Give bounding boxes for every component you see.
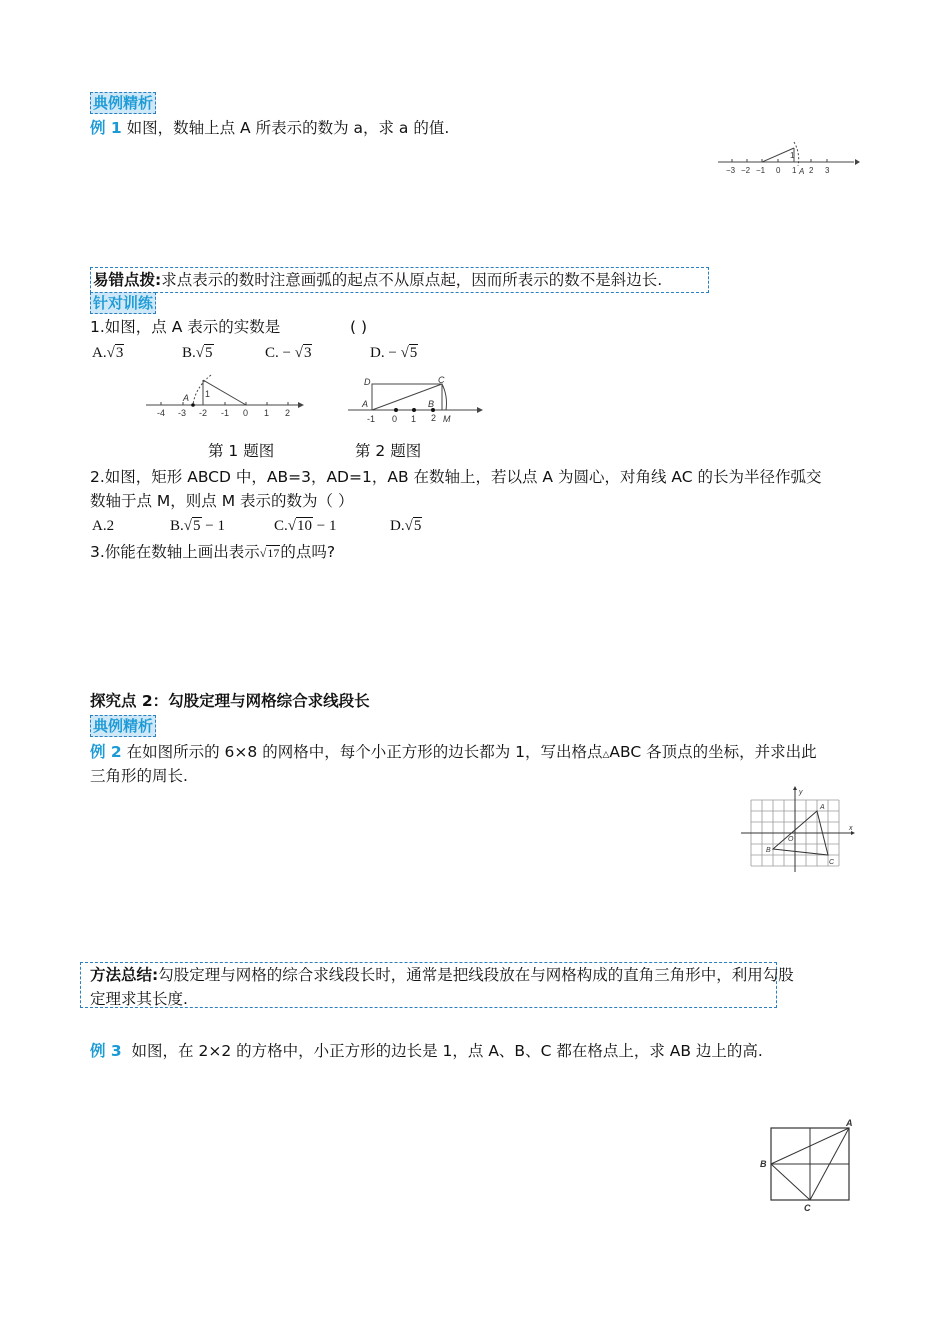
example-text: 如图，在 2×2 的方格中，小正方形的边长是 1，点 A、B、C 都在格点上，求 AB 边上的高. — [131, 1042, 763, 1060]
vertex-label-a: A — [362, 399, 369, 409]
option-prefix: A. — [92, 345, 107, 361]
radicand: 5 — [409, 345, 418, 361]
radicand: 10 — [297, 518, 312, 534]
option-suffix: − 1 — [201, 518, 225, 534]
q1-option-c — [265, 342, 312, 364]
point-label-a: A — [799, 167, 805, 176]
vertex-label-a: A — [846, 1118, 853, 1128]
question-2-line-2: 数轴于点 M，则点 M 表示的数为（ ） — [90, 492, 354, 510]
method-summary-line-2: 定理求其长度. — [90, 990, 188, 1008]
figure-example3-grid — [758, 1116, 858, 1214]
vertex-label-b: B — [760, 1159, 767, 1169]
tag-label: 针对训练 — [90, 292, 156, 314]
vertex-label-c: C — [804, 1203, 811, 1213]
question-1 — [90, 316, 280, 338]
question-3 — [90, 541, 335, 564]
tick-label: 0 — [776, 166, 781, 175]
q1-option-b — [182, 342, 214, 364]
tick-label: −2 — [741, 166, 751, 175]
q2-option-c — [274, 515, 336, 537]
tag-label: 典例精析 — [90, 715, 156, 737]
vertex-label-b: B — [766, 847, 771, 854]
radicand: 3 — [115, 345, 124, 361]
option-prefix: C. — [265, 345, 279, 361]
answer-paren: ( ) — [350, 318, 368, 336]
point-label-m: M — [443, 414, 451, 424]
option-value: 2 — [106, 518, 115, 534]
radicand: 5 — [193, 518, 201, 534]
figure-q1-number-line — [143, 370, 308, 420]
tick-label: -1 — [221, 408, 230, 418]
point-label-a: A — [183, 393, 190, 403]
question-text-end: 的点吗? — [280, 543, 336, 561]
vertex-label-d: D — [364, 377, 371, 387]
vertex-label-a: A — [820, 804, 825, 811]
section-tag-example-analysis-1 — [90, 92, 156, 114]
sqrt: √17 — [259, 546, 280, 560]
example-2-line-1 — [90, 741, 817, 766]
radicand: 5 — [413, 518, 422, 534]
side-label: 1 — [790, 151, 795, 160]
option-suffix: − 1 — [313, 518, 337, 534]
example-label: 例 2 — [90, 743, 122, 761]
tip-title: 易错点拨: — [93, 271, 162, 289]
error-tip-box — [90, 267, 709, 293]
q1-option-a — [92, 342, 124, 364]
tick-label: -2 — [199, 408, 208, 418]
tick-label: 0 — [392, 414, 398, 424]
option-prefix: D. — [390, 518, 405, 534]
q1-option-d — [370, 342, 418, 364]
triangle-symbol: △ — [602, 750, 610, 760]
option-prefix: B. — [170, 518, 184, 534]
axis-label-y: y — [799, 789, 803, 796]
tick-label: 2 — [285, 408, 291, 418]
tag-label: 典例精析 — [90, 92, 156, 114]
example-text: 如图，数轴上点 A 所表示的数为 a，求 a 的值. — [126, 119, 450, 137]
figure-q2-rectangle — [345, 374, 490, 426]
origin-label: O — [788, 836, 794, 843]
tick-label: -1 — [367, 414, 376, 424]
section-tag-practice — [90, 292, 156, 314]
tick-label: 2 — [431, 413, 437, 423]
q2-option-b — [170, 515, 225, 537]
section-heading-2: 探究点 2：勾股定理与网格综合求线段长 — [90, 692, 370, 710]
tick-label: −3 — [726, 166, 736, 175]
figure-example2-grid — [739, 786, 859, 872]
sqrt: √5 — [404, 518, 422, 534]
example-label: 例 3 — [90, 1042, 122, 1060]
radicand: 5 — [205, 345, 213, 361]
section-tag-example-analysis-2 — [90, 715, 156, 737]
tick-label: 3 — [825, 166, 830, 175]
question-text: 3.你能在数轴上画出表示 — [90, 543, 260, 561]
figure-example1-number-line — [714, 136, 862, 178]
radicand: 17 — [267, 546, 280, 560]
tick-label: 1 — [792, 166, 797, 175]
figure-caption-q2: 第 2 题图 — [355, 442, 422, 460]
tick-label: 2 — [809, 166, 814, 175]
example-2-line-2: 三角形的周长. — [90, 767, 188, 785]
figure-caption-q1: 第 1 题图 — [208, 442, 275, 460]
option-prefix: A. — [92, 518, 107, 534]
example-1 — [90, 117, 449, 139]
method-text: 勾股定理与网格的综合求线段长时，通常是把线段放在与网格构成的直角三角形中，利用勾股 — [158, 966, 794, 984]
example-text: 在如图所示的 6×8 的网格中，每个小正方形的边长都为 1，写出格点 — [126, 743, 603, 761]
vertex-label-c: C — [829, 859, 835, 866]
q2-option-a — [92, 515, 114, 537]
side-label: 1 — [205, 389, 211, 399]
sqrt: √5 — [195, 345, 213, 361]
tick-label: 1 — [411, 414, 417, 424]
sqrt: √10 — [287, 518, 312, 534]
example-label: 例 1 — [90, 119, 122, 137]
tick-label: -3 — [178, 408, 187, 418]
option-prefix: B. — [182, 345, 196, 361]
vertex-label-b: B — [428, 399, 435, 409]
tick-label: −1 — [756, 166, 766, 175]
example-3 — [90, 1040, 763, 1062]
sqrt: √3 — [106, 345, 124, 361]
q2-option-d — [390, 515, 422, 537]
option-prefix: D. — [370, 345, 385, 361]
example-text-cont: ABC 各顶点的坐标，并求出此 — [609, 743, 817, 761]
option-sign: − — [282, 345, 291, 361]
vertex-label-c: C — [438, 375, 445, 385]
radicand: 3 — [303, 345, 312, 361]
option-prefix: C. — [274, 518, 288, 534]
method-summary-line-1 — [90, 964, 794, 986]
tip-text: 求点表示的数时注意画弧的起点不从原点起，因而所表示的数不是斜边长. — [161, 271, 663, 289]
method-title: 方法总结: — [90, 966, 159, 984]
tick-label: 1 — [264, 408, 270, 418]
axis-label-x: x — [849, 825, 853, 832]
sqrt: √3 — [294, 345, 312, 361]
tick-label: 0 — [243, 408, 249, 418]
tick-label: -4 — [157, 408, 166, 418]
sqrt: √5 — [183, 518, 201, 534]
option-sign: − — [388, 345, 397, 361]
question-2-line-1: 2.如图，矩形 ABCD 中，AB=3，AD=1，AB 在数轴上，若以点 A 为圆心，对角线 AC 的长为半径作弧交 — [90, 468, 822, 486]
question-text: 1.如图，点 A 表示的实数是 — [90, 318, 281, 336]
sqrt: √5 — [400, 345, 418, 361]
